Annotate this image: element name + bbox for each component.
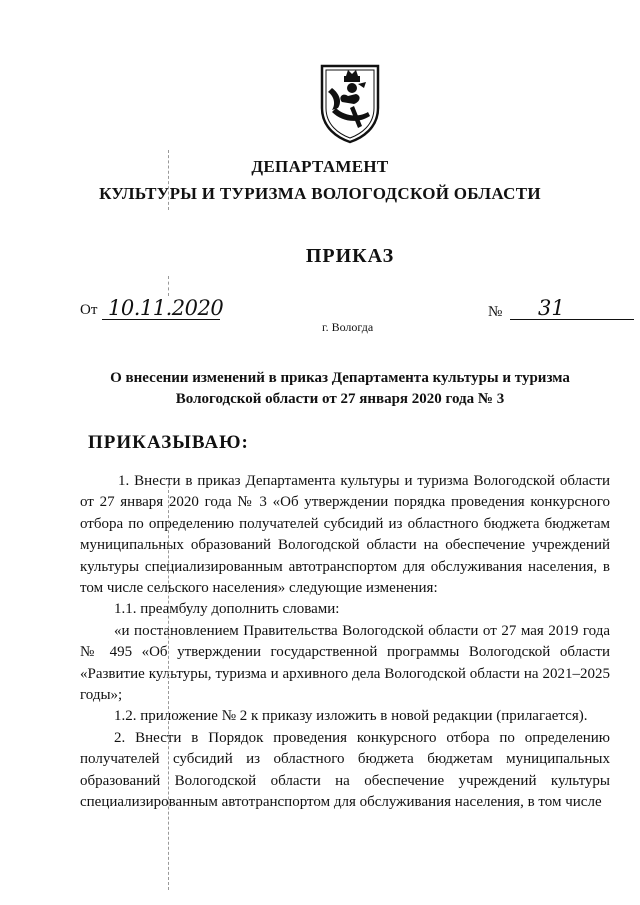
paragraph-1-2: 1.2. приложение № 2 к приказу изложить в новой редакции (прилагается). xyxy=(114,708,588,725)
vologda-coat-of-arms-icon xyxy=(318,62,382,144)
document-type-title: ПРИКАЗ xyxy=(305,245,395,267)
number-label: № xyxy=(488,304,503,320)
handwritten-date: 10.11.2020 xyxy=(108,296,224,320)
subject-line1: О внесении изменений в приказ Департамента культуры и туризма xyxy=(110,370,570,386)
paragraph-1-1: 1.1. преамбулу дополнить словами: xyxy=(114,601,340,618)
order-subject xyxy=(60,368,620,410)
fold-mark xyxy=(168,480,169,890)
city-label: г. Вологда xyxy=(322,320,374,334)
document-body xyxy=(80,471,610,814)
paragraph-1-1-text: «и постановлением Правительства Вологодской области от 27 мая 2019 года № 495 «Об утверждении государственной программы Вологодской области «Развитие культуры, туризма и архивного дела Вологодской области на 2021–2025 годы»; xyxy=(80,622,610,704)
paragraph-1: 1. Внести в приказ Департамента культуры и туризма Вологодской области от 27 января 2020 года № 3 «Об утверждении порядка проведения конкурсного отбора по определению получателей субсидий из областного бюджета бюджетам муниципальных образований Вологодской области на обеспечение учреждений культуры специализированным автотранспортом для обслуживания населения, в том числе сельского населения» следующие изменения: xyxy=(80,473,610,597)
fold-mark xyxy=(168,276,169,296)
date-label: От xyxy=(80,302,98,318)
paragraph-2: 2. Внести в Порядок проведения конкурсного отбора по определению получателей субсидий из областного бюджета бюджетам муниципальных образований Вологодской области на обеспечение учреждений культуры специализированным автотранспортом для обслуживания населения, в том числе xyxy=(80,729,610,811)
orders-heading: ПРИКАЗЫВАЮ: xyxy=(88,432,249,453)
handwritten-number: 31 xyxy=(538,296,565,320)
department-title-line2: КУЛЬТУРЫ И ТУРИЗМА ВОЛОГОДСКОЙ ОБЛАСТИ xyxy=(99,184,541,203)
fold-mark xyxy=(168,150,169,210)
subject-line2: Вологодской области от 27 января 2020 года № 3 xyxy=(175,391,505,407)
department-title-line1: ДЕПАРТАМЕНТ xyxy=(251,157,389,176)
number-underline xyxy=(510,319,634,320)
